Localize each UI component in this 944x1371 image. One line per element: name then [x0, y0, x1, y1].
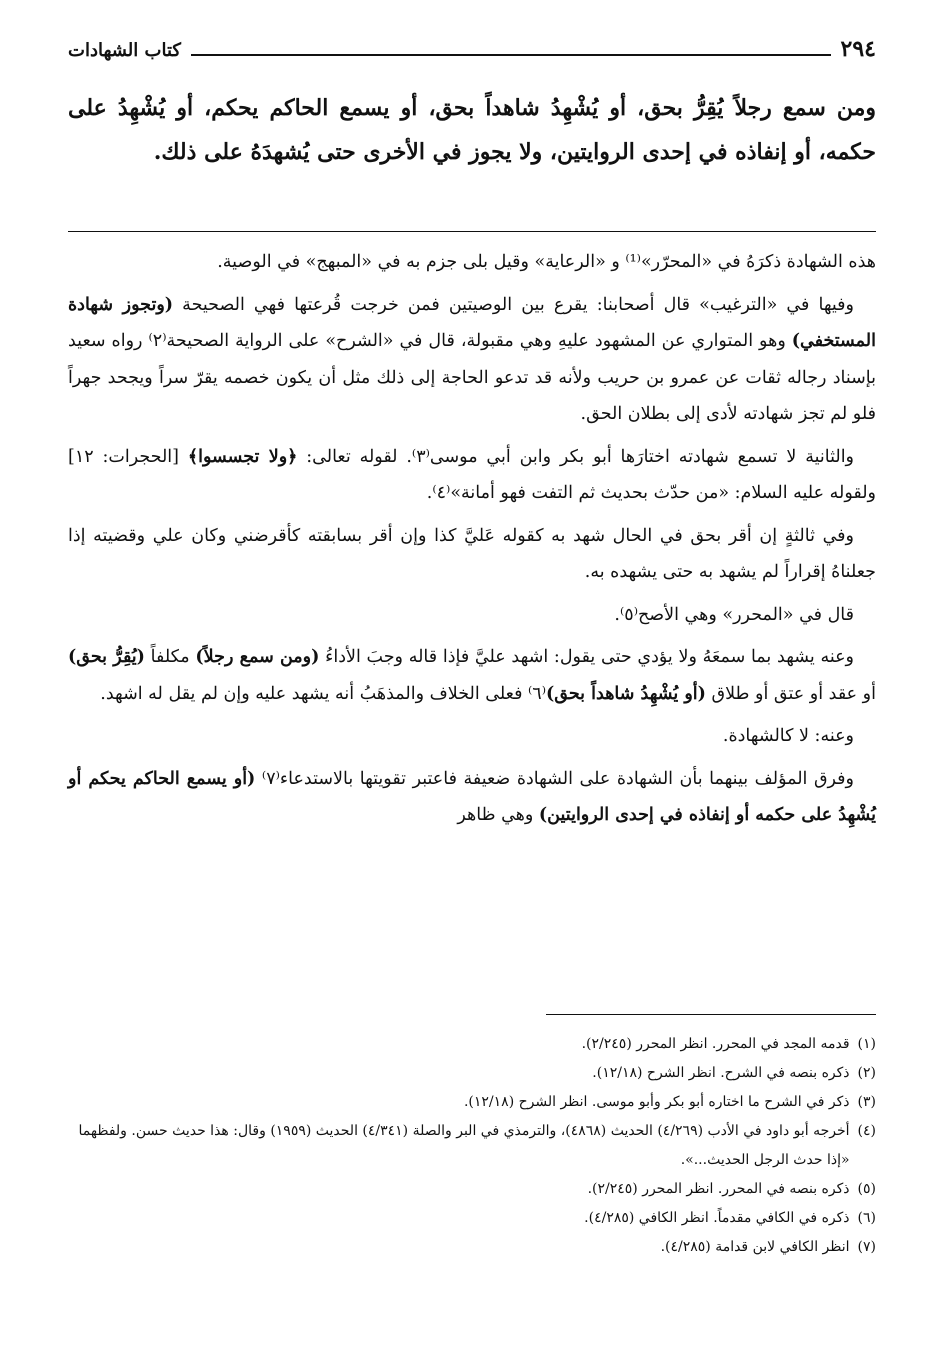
- commentary-paragraph-2: [68, 287, 876, 433]
- footnote-number: (٥): [857, 1181, 876, 1197]
- footnote-item: [68, 1175, 876, 1204]
- commentary-paragraph-8: [68, 761, 876, 834]
- commentary-text: هذه الشهادة ذكرَهُ في «المحرّر»⁽¹⁾ و «الرعاية» وقيل بلى جزم به في «المبهج» في الوصية.: [217, 252, 876, 272]
- commentary-text: وهي ظاهر: [457, 805, 539, 825]
- quoted-matn: (يُقِرُّ بحق): [68, 647, 145, 667]
- quoted-matn: (أو يُشْهِدُ شاهداً بحق): [546, 683, 706, 704]
- commentary-text: والثانية لا تسمع شهادته اختارَها أبو بكر وابن أبي موسى⁽٣⁾. لقوله تعالى:: [297, 446, 855, 467]
- footnote-number: (٤): [857, 1123, 876, 1139]
- quoted-matn: (أو يسمع الحاكم يحكم أو يُشْهِدُ على حكمه أو إنفاذه في إحدى الروايتين): [68, 768, 876, 825]
- commentary-text: وهو المتواري عن المشهود عليهِ وهي مقبولة، قال في «الشرح» على الرواية الصحيحة⁽٢⁾ رواه سعيد بإسناد رجاله ثقات عن عمرو بن حريب ولأنه قد تدعو الحاجة إلى ذلك مثل أن يكون خصمه يقرّ سراً ويجحد جهراً فلو لم تجز شهادته لأدى إلى بطلان الحق.: [68, 331, 876, 424]
- running-title: كتاب الشهادات: [68, 40, 181, 61]
- footnote-text: ذكره بنصه في المحرر. انظر المحرر (٢/٢٤٥).: [587, 1181, 850, 1197]
- footnote-text: قدمه المجد في المحرر. انظر المحرر (٢/٢٤٥).: [581, 1036, 850, 1052]
- quran-quote: ﴿ولا تجسسوا﴾: [187, 446, 298, 467]
- footnote-item: [68, 1233, 876, 1262]
- quoted-matn: (وتجوز شهادة المستخفي): [68, 294, 876, 351]
- quoted-matn: (ومن سمع رجلاً): [195, 647, 320, 667]
- commentary-text: وعنه: لا كالشهادة.: [722, 726, 854, 746]
- commentary-paragraph-7: [68, 718, 876, 755]
- commentary-paragraph-1: [68, 244, 876, 281]
- main-text: ومن سمع رجلاً يُقِرُّ بحق، أو يُشْهِدُ شاهداً بحق، أو يسمع الحاكم يحكم، أو يُشْهِدُ على حكمه، أو إنفاذه في إحدى الروايتين، ولا يجوز في الأخرى حتى يُشهدَهُ على ذلك.: [68, 95, 876, 165]
- commentary-text: وفي ثالثةٍ إن أقر بحق في الحال شهد به كقوله عَليَّ كذا وإن أقر بسابقته كأقرضني وكان علي وقضيته إذا جعلناهُ إقراراً لم يشهد به حتى يشهده به.: [68, 525, 876, 582]
- commentary-paragraph-3: [68, 439, 876, 512]
- commentary-text: مكلفاً: [144, 647, 196, 667]
- footnote-text: ذكره بنصه في الشرح. انظر الشرح (١٢/١٨).: [592, 1065, 850, 1081]
- page-header: [68, 30, 876, 64]
- footnote-number: (٧): [857, 1239, 876, 1255]
- commentary-text: وفرق المؤلف بينهما بأن الشهادة على الشهادة ضعيفة فاعتبر تقويتها بالاستدعاء⁽٧⁾: [255, 768, 855, 789]
- header-rule: [191, 54, 831, 56]
- footnote-text: ذكر في الشرح ما اختاره أبو بكر وأبو موسى. انظر الشرح (١٢/١٨).: [463, 1094, 850, 1110]
- footnote-number: (١): [857, 1036, 876, 1052]
- footnote-item: [68, 1117, 876, 1175]
- main-text-divider: [68, 231, 876, 232]
- footnote-item: [68, 1030, 876, 1059]
- footnote-text: انظر الكافي لابن قدامة (٤/٢٨٥).: [660, 1239, 850, 1255]
- footnote-text: ذكره في الكافي مقدماً. انظر الكافي (٤/٢٨٥).: [584, 1210, 850, 1226]
- footnotes: [68, 1030, 876, 1262]
- footnote-number: (٦): [857, 1210, 876, 1226]
- commentary-paragraph-5: [68, 597, 876, 634]
- commentary-text: [الحجرات: ١٢] ولقوله عليه السلام: «من حدّث بحديث ثم التفت فهو أمانة»⁽٤⁾.: [68, 446, 876, 503]
- commentary-text: وعنه يشهد بما سمعَهُ ولا يؤدي حتى يقول: اشهد عليَّ فإذا قاله وجبَ الأداءُ: [319, 647, 855, 667]
- footnote-number: (٣): [857, 1094, 876, 1110]
- footnote-item: [68, 1088, 876, 1117]
- commentary-text: قال في «المحرر» وهي الأصح⁽٥⁾.: [614, 604, 854, 625]
- commentary-paragraph-6: [68, 639, 876, 712]
- commentary: [68, 244, 876, 840]
- footnote-text: أخرجه أبو داود في الأدب (٤/٢٦٩) الحديث (٤٨٦٨)، والترمذي في البر والصلة (٤/٣٤١) الحديث (١٩٥٩) وقال: هذا حديث حسن. ولفظهما «إذا حدث الرجل الحديث...».: [78, 1123, 850, 1168]
- footnote-number: (٢): [857, 1065, 876, 1081]
- commentary-text: أو عقد أو عتق أو طلاق: [705, 683, 876, 704]
- commentary-text: وفيها في «الترغيب» قال أصحابنا: يقرع بين الوصيتين فمن خرجت قُرعتها فهي الصحيحة: [173, 294, 854, 315]
- page-number: ٢٩٤: [840, 36, 876, 62]
- footnote-rule: [546, 1014, 876, 1015]
- commentary-paragraph-4: [68, 518, 876, 591]
- footnote-item: [68, 1204, 876, 1233]
- footnote-item: [68, 1059, 876, 1088]
- commentary-text: ⁽٦⁾ فعلى الخلاف والمذهَبُ أنه يشهد عليه وإن لم يقل له اشهد.: [100, 683, 547, 704]
